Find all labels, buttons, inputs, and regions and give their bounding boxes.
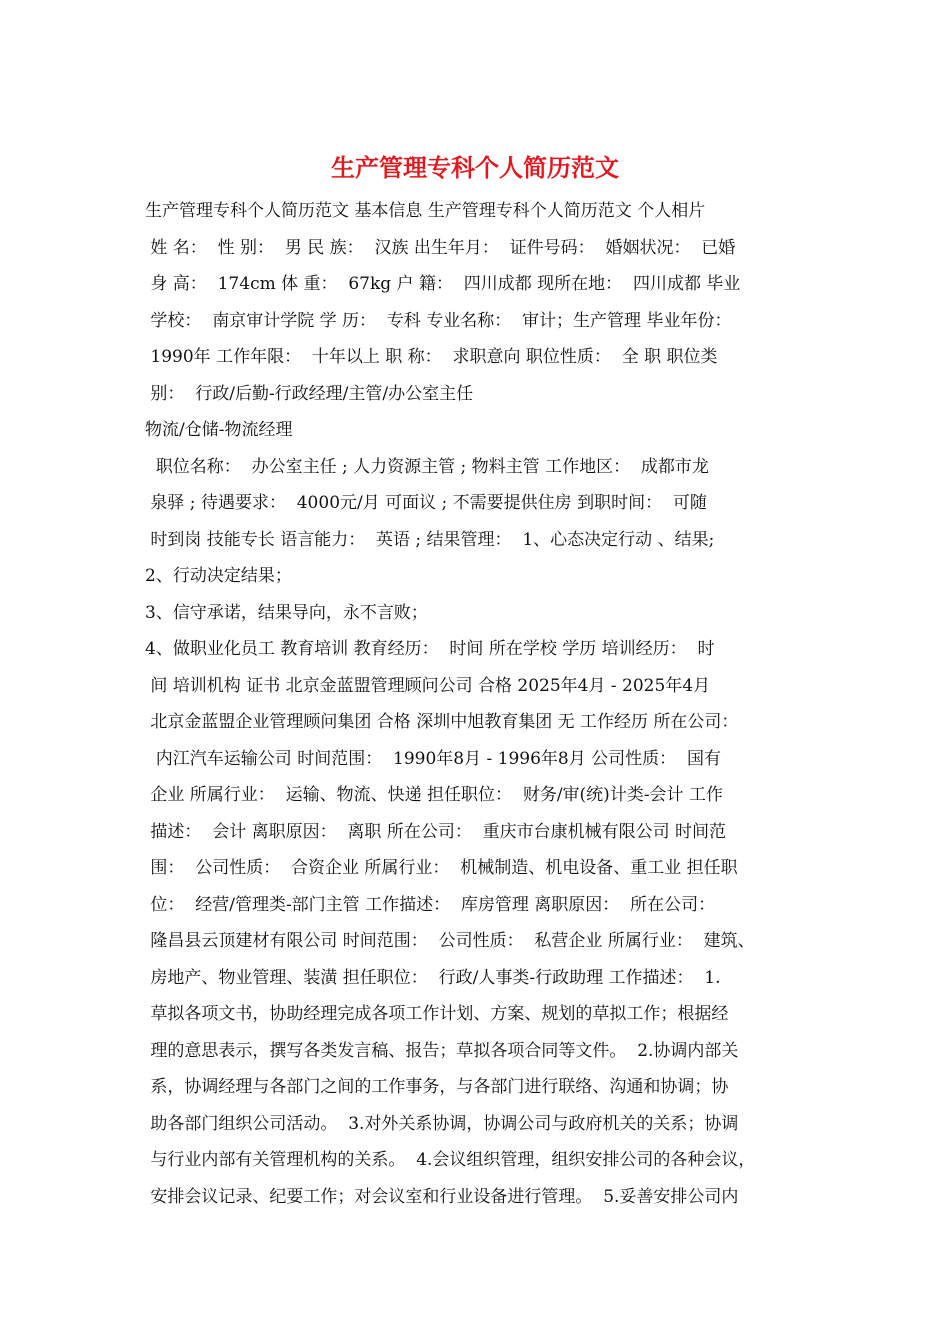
body-line: 北京金蓝盟企业管理顾问集团 合格 深圳中旭教育集团 无 工作经历 所在公司： — [145, 712, 739, 732]
body-line: 与行业内部有关管理机构的关系。 4.会议组织管理，组织安排公司的各种会议， — [145, 1150, 756, 1170]
body-line: 1990年 工作年限： 十年以上 职 称： 求职意向 职位性质： 全 职 职位类 — [145, 347, 718, 367]
body-line: 助各部门组织公司活动。 3.对外关系协调，协调公司与政府机关的关系；协调 — [145, 1113, 739, 1134]
body-line: 隆昌县云顶建材有限公司 时间范围： 公司性质： 私营企业 所属行业： 建筑、 — [145, 931, 755, 951]
document-body — [145, 193, 805, 1215]
body-line: 姓 名： 性 别： 男 民 族： 汉族 出生年月： 证件号码： 婚姻状况： 已婚 — [145, 237, 736, 258]
body-line: 时到岗 技能专长 语言能力： 英语 ; 结果管理： 1、心态决定行动 、结果; — [145, 529, 715, 550]
body-line: 安排会议记录、纪要工作；对会议室和行业设备进行管理。 5.妥善安排公司内 — [145, 1186, 739, 1207]
body-line: 围： 公司性质： 合资企业 所属行业： 机械制造、机电设备、重工业 担任职 — [145, 858, 738, 878]
body-line: 学校： 南京审计学院 学 历： 专科 专业名称： 审计；生产管理 毕业年份： — [145, 310, 732, 331]
body-line: 企业 所属行业： 运输、物流、快递 担任职位： 财务/审(统)计类-会计 工作 — [145, 785, 723, 805]
body-line: 4、做职业化员工 教育培训 教育经历： 时间 所在学校 学历 培训经历： 时 — [145, 639, 715, 659]
body-line: 别： 行政/后勤-行政经理/主管/办公室主任 — [145, 383, 474, 404]
body-line: 职位名称： 办公室主任 ; 人力资源主管 ; 物料主管 工作地区： 成都市龙 — [145, 456, 709, 477]
body-line: 物流/仓储-物流经理 — [145, 420, 293, 440]
body-line: 系，协调经理与各部门之间的工作事务，与各部门进行联络、沟通和协调；协 — [145, 1077, 729, 1097]
body-line: 身 高： 174cm 体 重： 67kg 户 籍： 四川成都 现所在地： 四川成都 毕业 — [145, 274, 741, 294]
body-line: 草拟各项文书，协助经理完成各项工作计划、方案、规划的草拟工作；根据经 — [145, 1004, 729, 1024]
body-line: 内江汽车运输公司 时间范围： 1990年8月 - 1996年8月 公司性质： 国有 — [145, 748, 721, 769]
body-line: 生产管理专科个人简历范文 基本信息 生产管理专科个人简历范文 个人相片 — [145, 201, 706, 221]
body-line: 房地产、物业管理、装潢 担任职位： 行政/人事类-行政助理 工作描述： 1. — [145, 967, 721, 988]
body-line: 位： 经营/管理类-部门主管 工作描述： 库房管理 离职原因： 所在公司： — [145, 894, 716, 915]
body-line: 理的意思表示，撰写各类发言稿、报告；草拟各项合同等文件。 2.协调内部关 — [145, 1040, 739, 1061]
body-line: 间 培训机构 证书 北京金蓝盟管理顾问公司 合格 2025年4月 - 2025年4月 — [145, 675, 711, 696]
body-line: 2、行动决定结果； — [145, 566, 292, 586]
document-title: 生产管理专科个人简历范文 — [331, 153, 619, 182]
body-line: 描述： 会计 离职原因： 离职 所在公司： 重庆市台康机械有限公司 时间范 — [145, 821, 727, 842]
body-line: 泉驿 ; 待遇要求： 4000元/月 可面议 ; 不需要提供住房 到职时间： 可随 — [145, 493, 707, 513]
body-line: 3、信守承诺，结果导向，永不言败； — [145, 602, 428, 623]
